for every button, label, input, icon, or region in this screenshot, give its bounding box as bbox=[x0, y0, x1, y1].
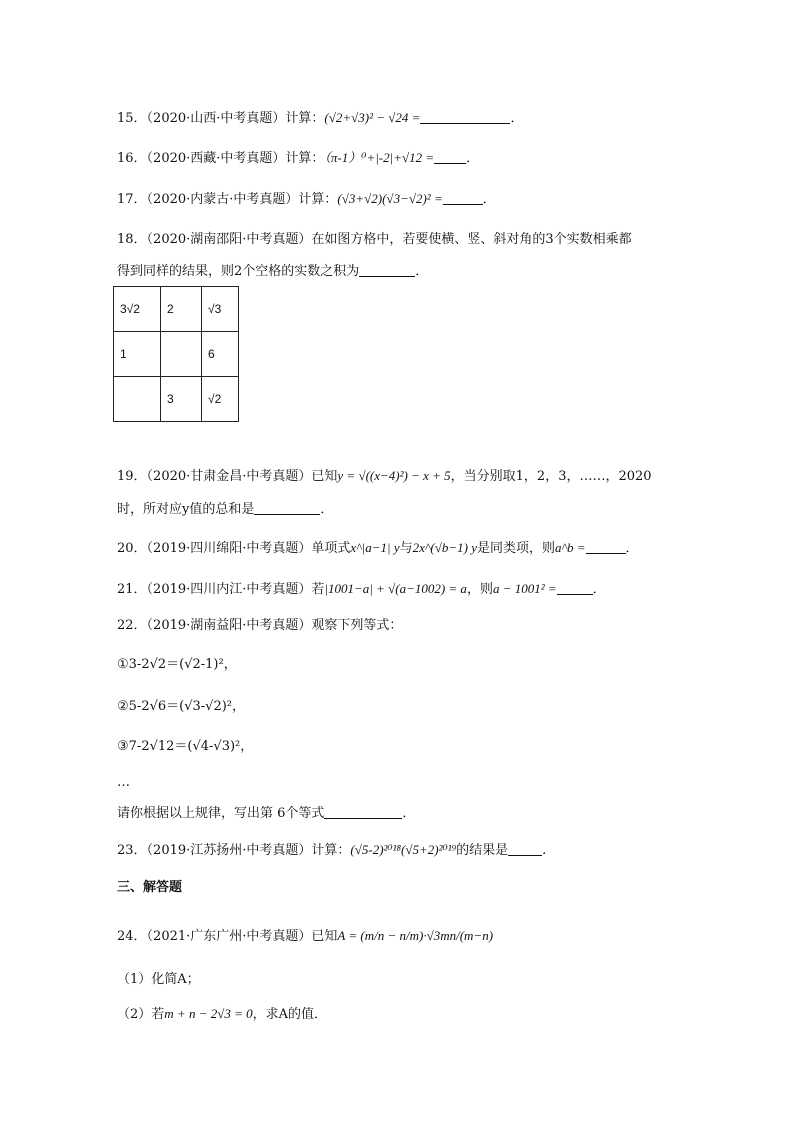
question-source: （2019·四川内江·中考真题）若 bbox=[146, 582, 325, 597]
question-number: 19． bbox=[117, 469, 147, 484]
grid-cell-empty bbox=[161, 332, 202, 377]
answer-blank[interactable] bbox=[359, 262, 415, 277]
question-text: ，当分别取1，2，3，……，2020 bbox=[450, 469, 652, 484]
equation-item-2: ②5-2√6＝(√3-√2)²， bbox=[117, 699, 246, 714]
question-source: （2020·内蒙古·中考真题）计算： bbox=[146, 192, 338, 207]
question-16 bbox=[117, 148, 479, 169]
math-expression: x^|a−1| y bbox=[350, 540, 400, 555]
punct: ． bbox=[510, 111, 524, 126]
question-24-part2 bbox=[117, 1004, 327, 1025]
number-grid bbox=[113, 286, 239, 422]
math-expression: m + n − 2√3 = 0 bbox=[164, 1006, 253, 1021]
answer-blank[interactable] bbox=[420, 109, 510, 124]
question-22 bbox=[117, 616, 402, 636]
punct: ． bbox=[320, 502, 334, 517]
answer-blank[interactable] bbox=[557, 580, 593, 595]
math-expression: |1001−a| + √(a−1002) = a bbox=[324, 581, 467, 596]
math-expression: y = √((x−4)²) − x + 5 bbox=[337, 468, 451, 483]
question-source: （2020·西藏·中考真题）计算： bbox=[146, 151, 325, 166]
punct: ． bbox=[592, 582, 606, 597]
punct: . bbox=[542, 843, 547, 858]
grid-cell: 3√2 bbox=[114, 287, 161, 332]
question-text: （2）若 bbox=[117, 1007, 165, 1022]
punct: ． bbox=[402, 806, 416, 821]
question-15 bbox=[117, 108, 523, 129]
math-expression: (√5-2)²⁰¹⁸(√5+2)²⁰¹⁹ bbox=[350, 842, 457, 857]
equation-item-3: ③7-2√12＝(√4-√3)²， bbox=[117, 739, 254, 754]
question-17 bbox=[117, 189, 496, 210]
question-18-line2 bbox=[117, 262, 428, 282]
punct: ． bbox=[415, 264, 429, 279]
question-number: 22． bbox=[117, 618, 147, 633]
grid-cell: √3 bbox=[202, 287, 239, 332]
grid-cell-empty bbox=[114, 377, 161, 422]
answer-blank[interactable] bbox=[434, 149, 466, 164]
question-text: 与 bbox=[399, 541, 413, 556]
grid-cell: 6 bbox=[202, 332, 239, 377]
question-source: （2020·山西·中考真题）计算： bbox=[146, 111, 325, 126]
question-text: 得到同样的结果，则2个空格的实数之积为 bbox=[117, 264, 360, 279]
math-expression: (√3+√2)(√3−√2)² = bbox=[337, 191, 443, 206]
question-text: 请你根据以上规律，写出第 6个等式 bbox=[117, 806, 325, 821]
answer-blank[interactable] bbox=[508, 841, 542, 856]
question-number: 18． bbox=[117, 232, 147, 247]
question-21 bbox=[117, 579, 606, 600]
question-number: 21． bbox=[117, 582, 147, 597]
question-18 bbox=[117, 230, 632, 250]
question-number: 16． bbox=[117, 151, 147, 166]
punct: ． bbox=[625, 541, 639, 556]
question-source: （2019·四川绵阳·中考真题）单项式 bbox=[146, 541, 351, 556]
grid-row bbox=[114, 377, 239, 422]
question-number: 15． bbox=[117, 111, 147, 126]
question-source: （2019·湖南益阳·中考真题）观察下列等式： bbox=[146, 618, 403, 633]
question-source: （2019·江苏扬州·中考真题）计算： bbox=[146, 843, 351, 858]
math-expression: (√2+√3)² − √24 = bbox=[324, 110, 421, 125]
question-number: 20． bbox=[117, 541, 147, 556]
math-expression: 2x^(√b−1) y bbox=[412, 540, 477, 555]
question-24-part1: （1）化简A； bbox=[117, 972, 200, 987]
answer-blank[interactable] bbox=[586, 539, 626, 554]
question-number: 17． bbox=[117, 192, 147, 207]
grid-cell: 3 bbox=[161, 377, 202, 422]
question-24 bbox=[117, 926, 493, 947]
math-expression: a − 1001² = bbox=[492, 581, 557, 596]
question-19 bbox=[117, 466, 652, 487]
grid-row bbox=[114, 287, 239, 332]
grid-cell: 2 bbox=[161, 287, 202, 332]
question-text: 时，所对应y值的总和是 bbox=[117, 502, 255, 517]
punct: ． bbox=[466, 151, 480, 166]
question-number: 24． bbox=[117, 929, 147, 944]
question-source: （2021·广东广州·中考真题）已知 bbox=[146, 929, 338, 944]
question-22-ask bbox=[117, 804, 415, 824]
equation-item-1: ①3-2√2＝(√2-1)²， bbox=[117, 657, 237, 672]
question-number: 23． bbox=[117, 843, 147, 858]
question-20 bbox=[117, 538, 639, 559]
question-19-line2 bbox=[117, 500, 333, 520]
question-source: （2020·甘肃金昌·中考真题）已知 bbox=[146, 469, 338, 484]
question-text: （2020·湖南邵阳·中考真题）在如图方格中，若要使横、竖、斜对角的3个实数相乘都 bbox=[146, 232, 632, 247]
math-expression: （π-1）⁰+|-2|+√12 = bbox=[324, 150, 435, 165]
question-23 bbox=[117, 840, 546, 861]
section-heading: 三、解答题 bbox=[117, 880, 183, 895]
question-text: 是同类项，则 bbox=[476, 541, 555, 556]
grid-cell: √2 bbox=[202, 377, 239, 422]
math-expression: a^b = bbox=[554, 540, 586, 555]
answer-blank[interactable] bbox=[254, 500, 320, 515]
question-text: ，则 bbox=[466, 582, 493, 597]
answer-blank[interactable] bbox=[324, 804, 402, 819]
grid-cell: 1 bbox=[114, 332, 161, 377]
punct: ． bbox=[482, 192, 496, 207]
math-expression: A = (m/n − n/m)·√3mn/(m−n) bbox=[337, 928, 494, 943]
grid-row bbox=[114, 332, 239, 377]
question-text: 的结果是 bbox=[456, 843, 509, 858]
ellipsis: … bbox=[117, 775, 130, 790]
answer-blank[interactable] bbox=[443, 190, 483, 205]
question-text: ，求A的值． bbox=[252, 1007, 328, 1022]
